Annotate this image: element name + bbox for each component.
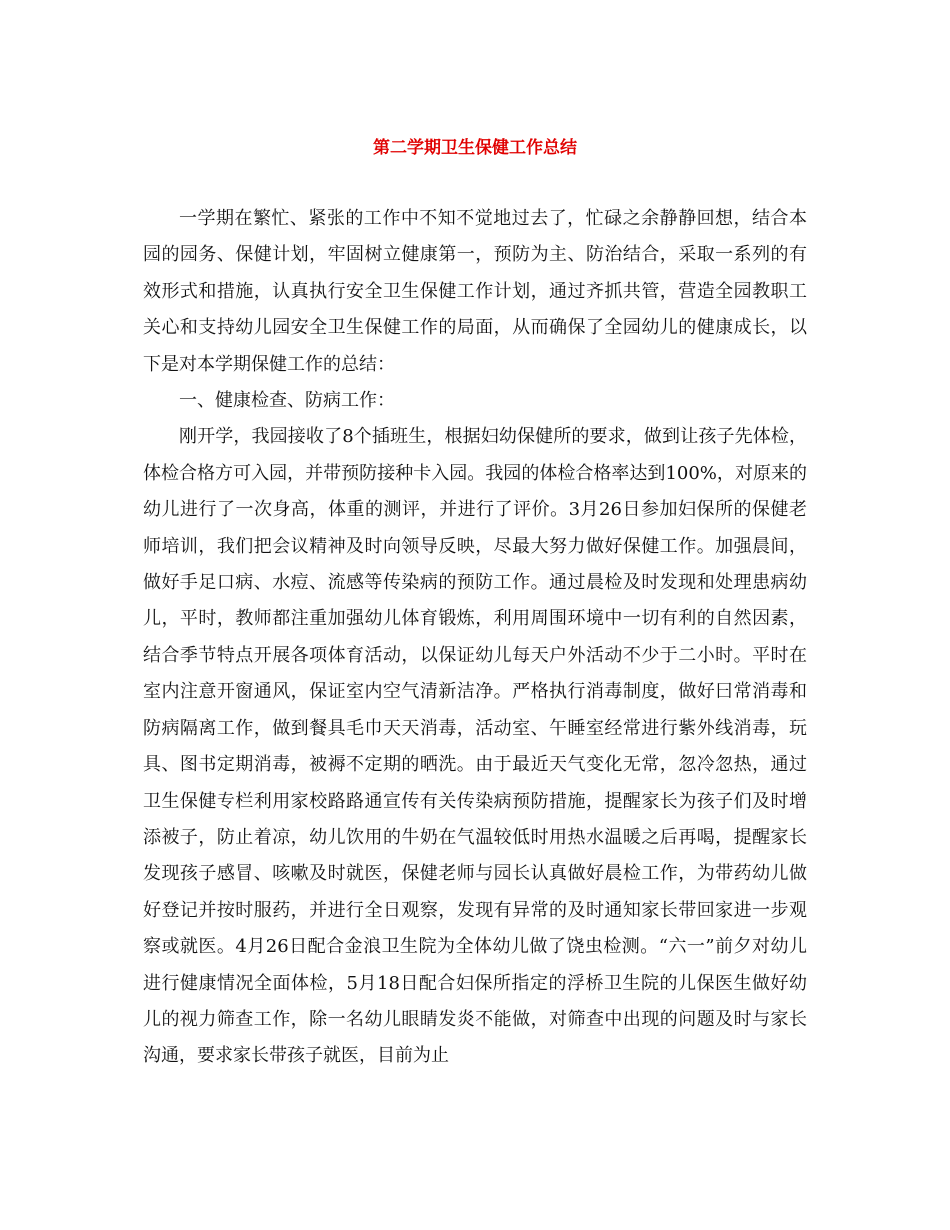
document-body xyxy=(143,201,807,1075)
section-heading-health-check: 一、健康检查、防病工作： xyxy=(179,390,395,412)
paragraph-intro: 一学期在繁忙、紧张的工作中不知不觉地过去了，忙碌之余静静回想，结合本园的园务、保健计划，牢固树立健康第一，预防为主、防治结合，采取一系列的有效形式和措施，认真执行安全卫生保健工作计划，通过齐抓共管，营造全园教职工关心和支持幼儿园安全卫生保健工作的局面，从而确保了全园幼儿的健康成长，以下是对本学期保健工作的总结： xyxy=(143,208,807,375)
document-title: 第二学期卫生保健工作总结 xyxy=(373,138,577,158)
paragraph-health-check: 刚开学，我园接收了8个插班生，根据妇幼保健所的要求，做到让孩子先体检，体检合格方可入园，并带预防接种卡入园。我园的体检合格率达到100%，对原来的幼儿进行了一次身高，体重的测评，并进行了评价。3月26日参加妇保所的保健老师培训，我们把会议精神及时向领导反映，尽最大努力做好保健工作。加强晨间，做好手足口病、水痘、流感等传染病的预防工作。通过晨检及时发现和处理患病幼儿，平时，教师都注重加强幼儿体育锻炼，利用周围环境中一切有利的自然因素，结合季节特点开展各项体育活动，以保证幼儿每天户外活动不少于二小时。平时在室内注意开窗通风，保证室内空气清新洁净。严格执行消毒制度，做好曰常消毒和防病隔离工作，做到餐具毛巾天天消毒，活动室、午睡室经常进行紫外线消毒，玩具、图书定期消毒，被褥不定期的晒洗。由于最近天气变化无常，忽冷忽热，通过卫生保健专栏利用家校路路通宣传有关传染病预防措施，提醒家长为孩子们及时增添被子，防止着凉，幼儿饮用的牛奶在气温较低时用热水温暖之后再喝，提醒家长发现孩子感冒、咳嗽及时就医，保健老师与园长认真做好晨检工作，为带药幼儿做好登记并按时服药，并进行全日观察，发现有异常的及时通知家长带回家进一步观察或就医。4月26日配合金浪卫生院为全体幼儿做了饶虫检测。“六一”前夕对幼儿进行健康情况全面体检，5月18日配合妇保所指定的浮桥卫生院的儿保医生做好幼儿的视力筛查工作，除一名幼儿眼睛发炎不能做，对筛查中出现的问题及时与家长沟通，要求家长带孩子就医，目前为止 xyxy=(143,426,807,1067)
